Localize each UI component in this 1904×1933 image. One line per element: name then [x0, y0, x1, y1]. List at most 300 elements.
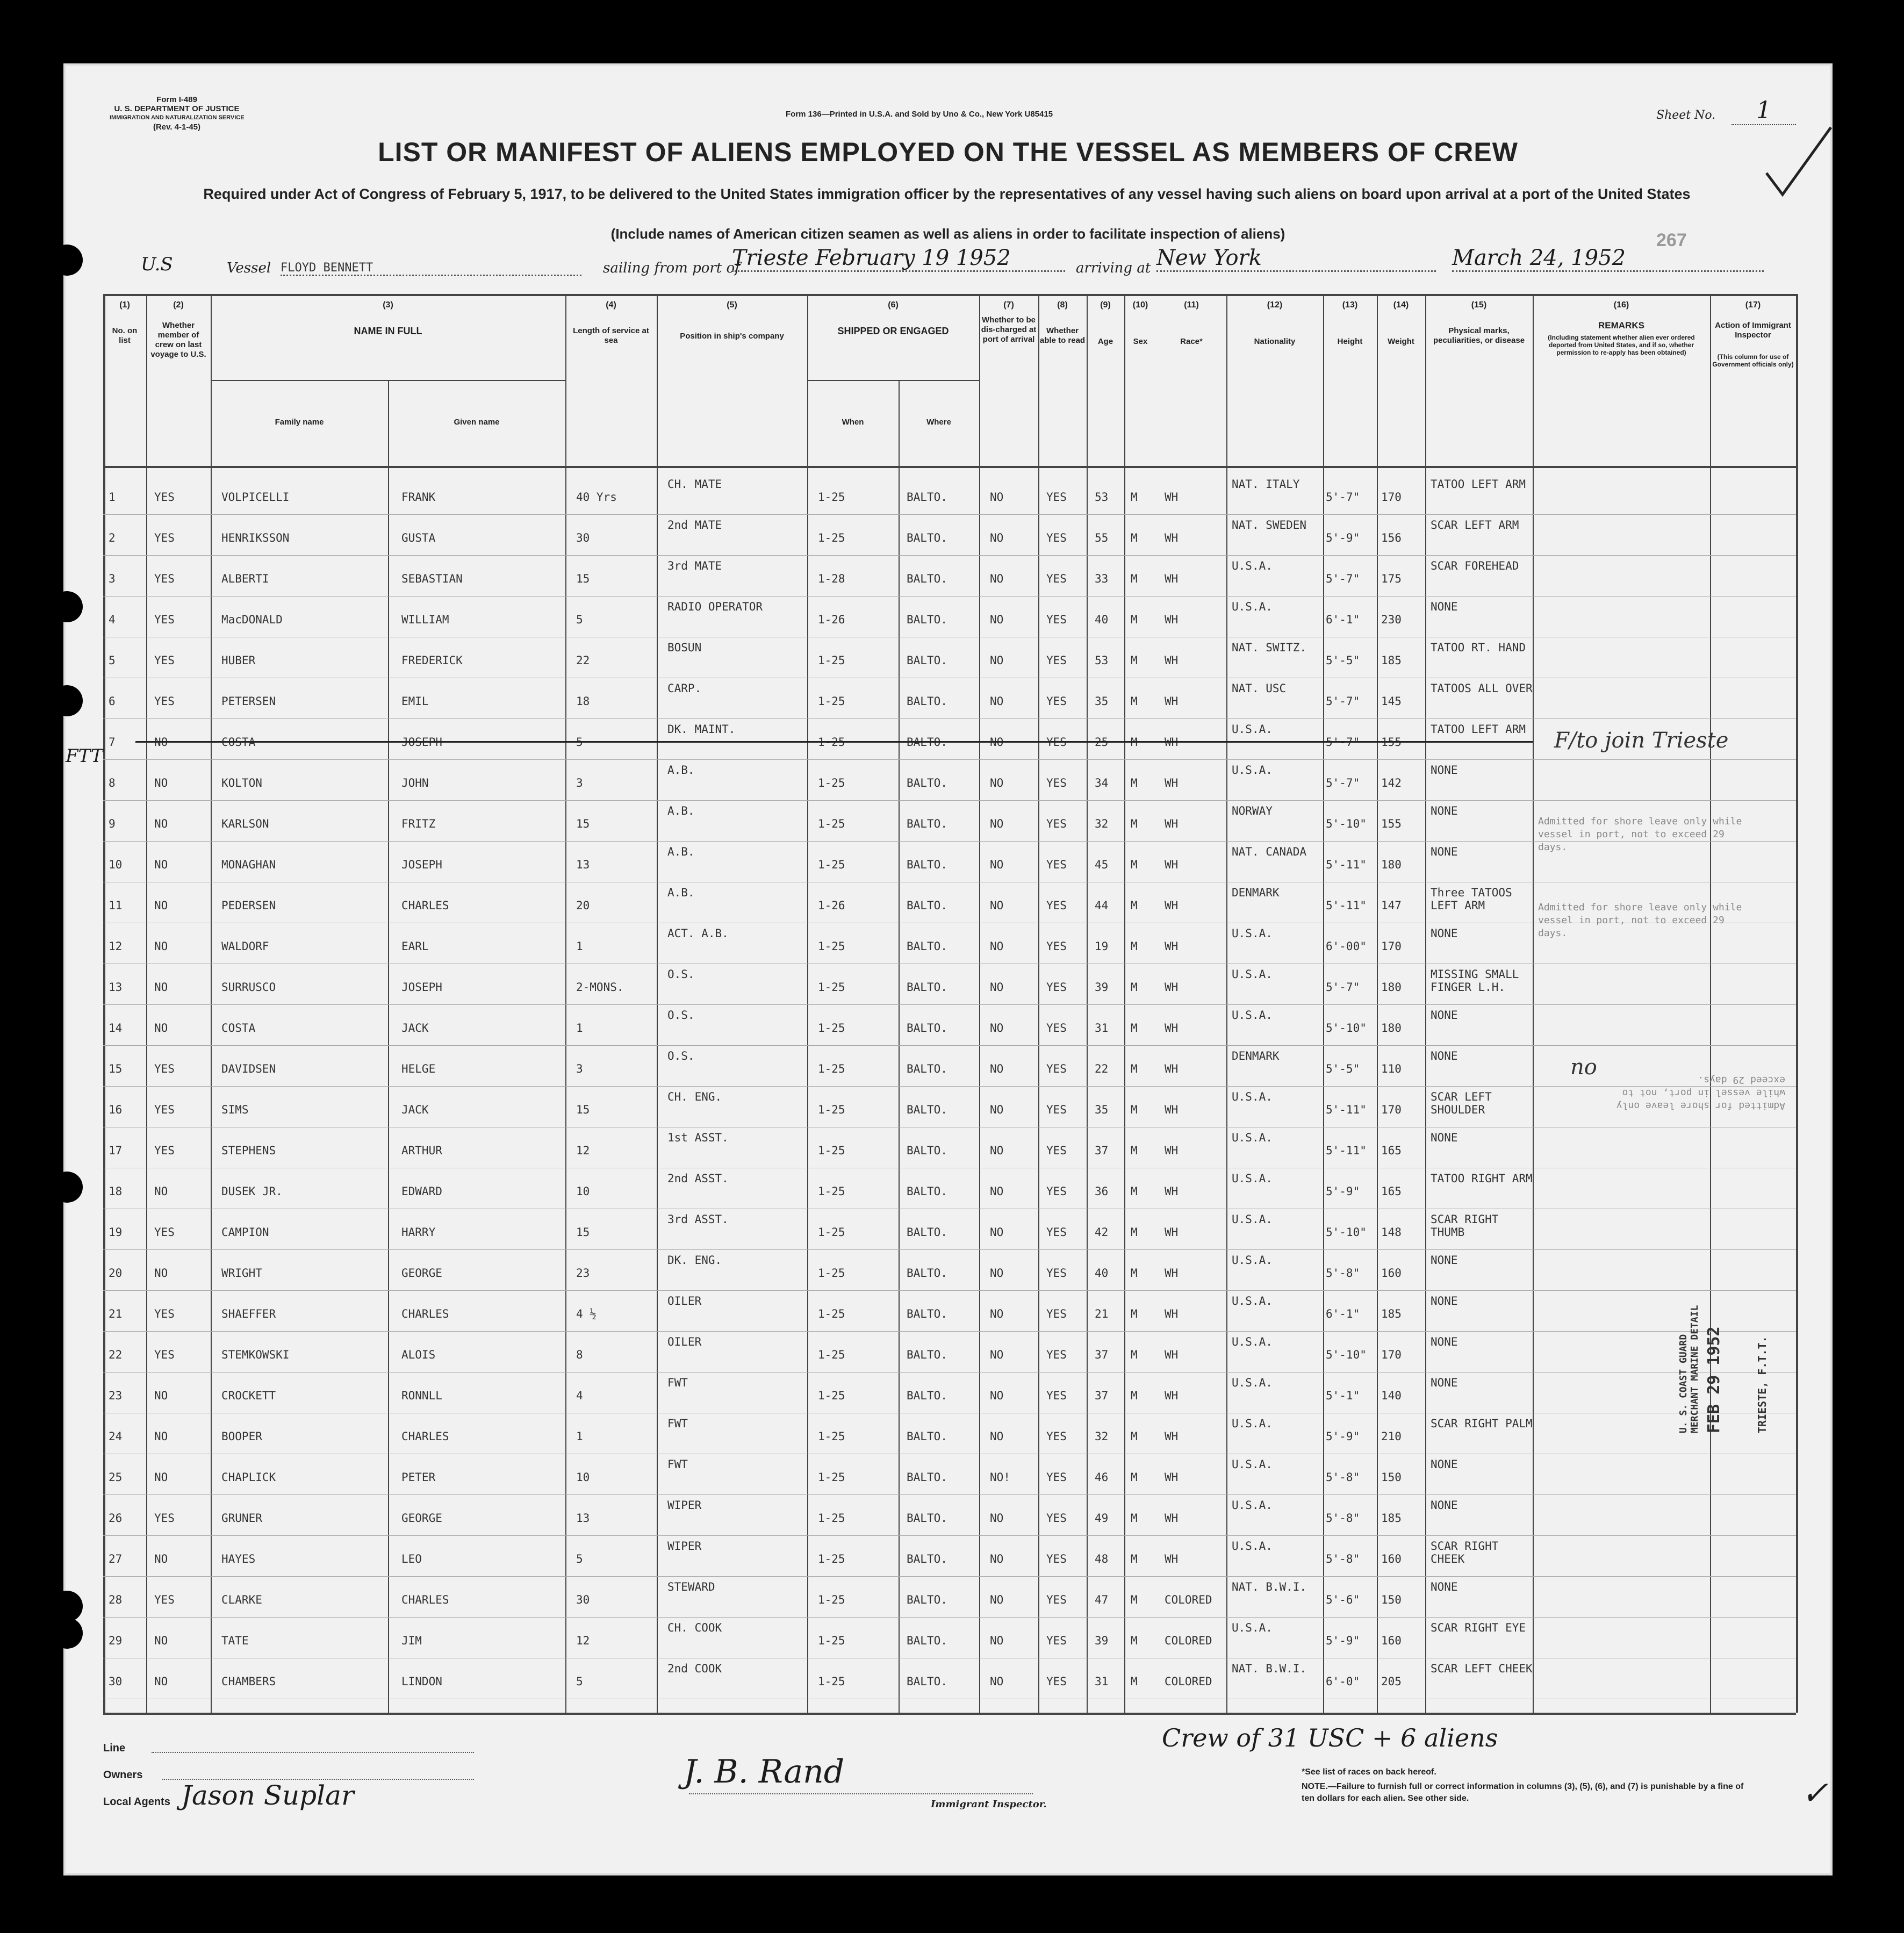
position: OILER — [667, 1335, 702, 1348]
engaged-when: 1-25 — [818, 1593, 845, 1606]
age: 31 — [1095, 1675, 1109, 1688]
race: WH — [1165, 695, 1179, 708]
footer-agents-label: Local Agents — [103, 1796, 170, 1808]
col9-label: Age — [1097, 337, 1113, 346]
row-rule — [103, 1535, 1796, 1536]
length-of-service: 12 — [576, 1634, 590, 1647]
length-of-service: 15 — [576, 1103, 590, 1116]
length-of-service: 8 — [576, 1348, 583, 1361]
given-name: JACK — [401, 1022, 429, 1034]
physical-marks: NONE — [1431, 927, 1458, 940]
discharged: NO — [990, 1348, 1004, 1361]
engaged-where: BALTO. — [907, 736, 947, 749]
length-of-service: 13 — [576, 858, 590, 871]
row-number: 19 — [109, 1226, 123, 1239]
position: 1st ASST. — [667, 1131, 729, 1144]
row-rule — [103, 1249, 1796, 1250]
form-header-block — [110, 95, 244, 132]
family-name: CHAMBERS — [221, 1675, 276, 1688]
able-to-read: YES — [1046, 1348, 1067, 1361]
family-name: GRUNER — [221, 1512, 262, 1525]
able-to-read: YES — [1046, 1675, 1067, 1688]
position: ACT. A.B. — [667, 927, 729, 940]
race: WH — [1165, 1389, 1179, 1402]
discharged: NO — [990, 1185, 1004, 1198]
physical-marks: NONE — [1431, 600, 1458, 613]
col1-num: (1) — [119, 300, 130, 310]
col15-label: Physical marks, peculiarities, or disease — [1433, 326, 1525, 345]
col9-num: (9) — [1100, 300, 1111, 310]
able-to-read: YES — [1046, 1185, 1067, 1198]
given-name: ALOIS — [401, 1348, 436, 1361]
weight: 160 — [1381, 1267, 1402, 1280]
nationality: U.S.A. — [1232, 1213, 1273, 1226]
position: A.B. — [667, 886, 695, 899]
engaged-when: 1-25 — [818, 491, 845, 504]
row-number: 17 — [109, 1144, 123, 1157]
height: 5'-7" — [1326, 777, 1360, 789]
race: WH — [1165, 858, 1179, 871]
nationality: NAT. CANADA — [1232, 845, 1307, 858]
row-number: 9 — [109, 817, 116, 830]
able-to-read: YES — [1046, 736, 1067, 749]
crew-last-voyage: YES — [154, 1226, 175, 1239]
punch-hole — [52, 685, 83, 716]
race: WH — [1165, 1471, 1179, 1484]
sex: M — [1131, 1471, 1138, 1484]
row-number: 7 — [109, 736, 116, 749]
discharged: NO — [990, 1675, 1004, 1688]
length-of-service: 4 ½ — [576, 1307, 597, 1320]
physical-marks: NONE — [1431, 1050, 1458, 1062]
given-name: PETER — [401, 1471, 436, 1484]
family-name: PEDERSEN — [221, 899, 276, 912]
length-of-service: 18 — [576, 695, 590, 708]
engaged-where: BALTO. — [907, 1471, 947, 1484]
sex: M — [1131, 1593, 1138, 1606]
physical-marks: NONE — [1431, 1254, 1458, 1267]
sex: M — [1131, 1267, 1138, 1280]
crew-last-voyage: NO — [154, 1634, 168, 1647]
engaged-when: 1-25 — [818, 736, 845, 749]
nationality: U.S.A. — [1232, 1131, 1273, 1144]
height: 5'-9" — [1326, 531, 1360, 544]
sex: M — [1131, 817, 1138, 830]
arriving-at: New York — [1156, 246, 1436, 272]
weight: 170 — [1381, 1348, 1402, 1361]
row-rule — [103, 1086, 1796, 1087]
crew-last-voyage: YES — [154, 1593, 175, 1606]
family-name: SURRUSCO — [221, 981, 276, 994]
row-number: 3 — [109, 572, 116, 585]
col12-label: Nationality — [1254, 337, 1296, 346]
col12-num: (12) — [1267, 300, 1283, 310]
engaged-when: 1-28 — [818, 572, 845, 585]
able-to-read: YES — [1046, 531, 1067, 544]
given-name: HARRY — [401, 1226, 436, 1239]
inspector-signature: J. B. Rand — [684, 1753, 845, 1791]
sheet-number: 1 — [1731, 97, 1796, 125]
nationality: U.S.A. — [1232, 559, 1273, 572]
engaged-where: BALTO. — [907, 1553, 947, 1565]
position: O.S. — [667, 968, 695, 981]
vessel-name: FLOYD BENNETT — [281, 261, 581, 276]
nationality: U.S.A. — [1232, 1499, 1273, 1512]
able-to-read: YES — [1046, 1430, 1067, 1443]
family-name: COSTA — [221, 1022, 256, 1034]
crew-last-voyage: YES — [154, 531, 175, 544]
crew-last-voyage: YES — [154, 1062, 175, 1075]
height: 6'-1" — [1326, 1307, 1360, 1320]
given-name: LEO — [401, 1553, 422, 1565]
age: 37 — [1095, 1348, 1109, 1361]
row-rule — [103, 1576, 1796, 1577]
nationality: NAT. SWEDEN — [1232, 519, 1307, 531]
sex: M — [1131, 777, 1138, 789]
crew-last-voyage: YES — [154, 1144, 175, 1157]
length-of-service: 3 — [576, 777, 583, 789]
row-rule — [103, 1331, 1796, 1332]
able-to-read: YES — [1046, 1307, 1067, 1320]
family-name: DAVIDSEN — [221, 1062, 276, 1075]
family-name: WALDORF — [221, 940, 269, 953]
family-name: CROCKETT — [221, 1389, 276, 1402]
vessel-flag: U.S — [141, 254, 173, 275]
sex: M — [1131, 736, 1138, 749]
weight: 145 — [1381, 695, 1402, 708]
row-number: 8 — [109, 777, 116, 789]
col16-num: (16) — [1613, 300, 1629, 310]
row-number: 4 — [109, 613, 116, 626]
given-name: WILLIAM — [401, 613, 449, 626]
family-name: KOLTON — [221, 777, 262, 789]
engaged-when: 1-25 — [818, 1471, 845, 1484]
discharged: NO — [990, 899, 1004, 912]
given-name: CHARLES — [401, 1430, 449, 1443]
position: DK. MAINT. — [667, 723, 736, 736]
given-name: JOHN — [401, 777, 429, 789]
crew-last-voyage: NO — [154, 858, 168, 871]
col16-label: REMARKS — [1598, 320, 1644, 330]
col3-given: Given name — [454, 418, 500, 427]
physical-marks: SCAR RIGHT EYE — [1431, 1621, 1526, 1634]
able-to-read: YES — [1046, 1512, 1067, 1525]
physical-marks: SCAR FOREHEAD — [1431, 559, 1519, 572]
race: WH — [1165, 940, 1179, 953]
crew-summary: Crew of 31 USC + 6 aliens — [1162, 1723, 1498, 1752]
able-to-read: YES — [1046, 613, 1067, 626]
given-name: JACK — [401, 1103, 429, 1116]
col11-num: (11) — [1184, 300, 1199, 310]
family-name: STEPHENS — [221, 1144, 276, 1157]
height: 5'-9" — [1326, 1430, 1360, 1443]
row-number: 23 — [109, 1389, 123, 1402]
crew-last-voyage: NO — [154, 777, 168, 789]
engaged-when: 1-25 — [818, 940, 845, 953]
race: WH — [1165, 572, 1179, 585]
able-to-read: YES — [1046, 1062, 1067, 1075]
nationality: NAT. B.W.I. — [1232, 1580, 1307, 1593]
physical-marks: MISSING SMALL FINGER L.H. — [1431, 968, 1519, 994]
age: 35 — [1095, 695, 1109, 708]
position: CH. MATE — [667, 478, 722, 491]
row-number: 29 — [109, 1634, 123, 1647]
race: WH — [1165, 1553, 1179, 1565]
length-of-service: 40 Yrs — [576, 491, 617, 504]
physical-marks: NONE — [1431, 804, 1458, 817]
race: WH — [1165, 1267, 1179, 1280]
race: WH — [1165, 777, 1179, 789]
able-to-read: YES — [1046, 1593, 1067, 1606]
row-number: 28 — [109, 1593, 123, 1606]
engaged-when: 1-25 — [818, 654, 845, 667]
engaged-when: 1-25 — [818, 1675, 845, 1688]
col1-label: No. on list — [112, 326, 138, 345]
height: 5'-8" — [1326, 1553, 1360, 1565]
col6-where: Where — [926, 418, 951, 427]
age: 46 — [1095, 1471, 1109, 1484]
age: 36 — [1095, 1185, 1109, 1198]
weight: 155 — [1381, 817, 1402, 830]
col11-label: Race* — [1180, 337, 1203, 346]
col3-family: Family name — [275, 418, 324, 427]
able-to-read: YES — [1046, 695, 1067, 708]
able-to-read: YES — [1046, 491, 1067, 504]
age: 39 — [1095, 981, 1109, 994]
family-name: MacDONALD — [221, 613, 283, 626]
coast-guard-line2: MERCHANT MARINE DETAIL — [1689, 1305, 1700, 1433]
nationality: U.S.A. — [1232, 927, 1273, 940]
physical-marks: SCAR RIGHT THUMB — [1431, 1213, 1499, 1239]
footer-line-label: Line — [103, 1742, 126, 1754]
discharged: NO — [990, 1226, 1004, 1239]
given-name: LINDON — [401, 1675, 442, 1688]
height: 5'-1" — [1326, 1389, 1360, 1402]
able-to-read: YES — [1046, 981, 1067, 994]
able-to-read: YES — [1046, 1022, 1067, 1034]
position: 2nd COOK — [667, 1662, 722, 1675]
given-name: JOSEPH — [401, 981, 442, 994]
crew-last-voyage: NO — [154, 1553, 168, 1565]
position: WIPER — [667, 1540, 702, 1553]
position: 3rd ASST. — [667, 1213, 729, 1226]
race: WH — [1165, 1430, 1179, 1443]
age: 53 — [1095, 654, 1109, 667]
physical-marks: SCAR LEFT CHEEK — [1431, 1662, 1533, 1675]
age: 40 — [1095, 1267, 1109, 1280]
position: RADIO OPERATOR — [667, 600, 763, 613]
age: 33 — [1095, 572, 1109, 585]
length-of-service: 23 — [576, 1267, 590, 1280]
shore-leave-stamp: Admitted for shore leave only while vessel in port, not to exceed 29 days. — [1616, 1074, 1785, 1111]
age: 32 — [1095, 817, 1109, 830]
crew-last-voyage: NO — [154, 1675, 168, 1688]
discharged: NO — [990, 1593, 1004, 1606]
engaged-when: 1-25 — [818, 1307, 845, 1320]
length-of-service: 1 — [576, 1022, 583, 1034]
page-title: LIST OR MANIFEST OF ALIENS EMPLOYED ON THE VESSEL AS MEMBERS OF CREW — [378, 137, 1518, 167]
crew-last-voyage: NO — [154, 1471, 168, 1484]
length-of-service: 10 — [576, 1185, 590, 1198]
family-name: STEMKOWSKI — [221, 1348, 290, 1361]
position: FWT — [667, 1376, 688, 1389]
weight: 140 — [1381, 1389, 1402, 1402]
nationality: U.S.A. — [1232, 1376, 1273, 1389]
nationality: DENMARK — [1232, 886, 1280, 899]
discharged: NO — [990, 1022, 1004, 1034]
race: WH — [1165, 1144, 1179, 1157]
row-number: 22 — [109, 1348, 123, 1361]
sex: M — [1131, 1675, 1138, 1688]
sex: M — [1131, 1512, 1138, 1525]
crew-last-voyage: NO — [154, 1430, 168, 1443]
able-to-read: YES — [1046, 940, 1067, 953]
col17-sub: (This column for use of Government officials only) — [1712, 353, 1794, 368]
col14-num: (14) — [1393, 300, 1409, 310]
position: OILER — [667, 1295, 702, 1307]
height: 5'-7" — [1326, 736, 1360, 749]
race: WH — [1165, 531, 1179, 544]
discharged: NO — [990, 1307, 1004, 1320]
height: 5'-10" — [1326, 1226, 1367, 1239]
shore-leave-stamp: Admitted for shore leave only while vessel in port, not to exceed 29 days. — [1538, 816, 1742, 853]
remark: no — [1570, 1055, 1597, 1080]
able-to-read: YES — [1046, 1389, 1067, 1402]
row-rule — [103, 1290, 1796, 1291]
age: 37 — [1095, 1389, 1109, 1402]
age: 53 — [1095, 491, 1109, 504]
height: 5'-6" — [1326, 1593, 1360, 1606]
age: 25 — [1095, 736, 1109, 749]
discharged: NO — [990, 1267, 1004, 1280]
sex: M — [1131, 695, 1138, 708]
length-of-service: 12 — [576, 1144, 590, 1157]
nationality: U.S.A. — [1232, 1295, 1273, 1307]
engaged-where: BALTO. — [907, 777, 947, 789]
age: 40 — [1095, 613, 1109, 626]
row-number: 13 — [109, 981, 123, 994]
agents-signature: Jason Suplar — [181, 1780, 354, 1811]
punch-hole — [52, 1591, 83, 1622]
physical-marks: Three TATOOS LEFT ARM — [1431, 886, 1512, 912]
given-name: JOSEPH — [401, 736, 442, 749]
height: 5'-5" — [1326, 654, 1360, 667]
crew-last-voyage: NO — [154, 981, 168, 994]
crew-last-voyage: YES — [154, 1307, 175, 1320]
weight: 175 — [1381, 572, 1402, 585]
weight: 185 — [1381, 654, 1402, 667]
department: U. S. DEPARTMENT OF JUSTICE — [114, 104, 240, 113]
weight: 170 — [1381, 491, 1402, 504]
engaged-where: BALTO. — [907, 1185, 947, 1198]
position: A.B. — [667, 804, 695, 817]
family-name: CHAPLICK — [221, 1471, 276, 1484]
crew-last-voyage: YES — [154, 491, 175, 504]
nationality: U.S.A. — [1232, 1335, 1273, 1348]
engaged-when: 1-25 — [818, 981, 845, 994]
nationality: U.S.A. — [1232, 1458, 1273, 1471]
position: WIPER — [667, 1499, 702, 1512]
nationality: U.S.A. — [1232, 1417, 1273, 1430]
arriving-label: arriving at — [1076, 260, 1151, 276]
engaged-where: BALTO. — [907, 817, 947, 830]
discharged: NO — [990, 1389, 1004, 1402]
engaged-when: 1-25 — [818, 1512, 845, 1525]
row-rule — [103, 555, 1796, 556]
weight: 210 — [1381, 1430, 1402, 1443]
engaged-where: BALTO. — [907, 654, 947, 667]
given-name: CHARLES — [401, 1593, 449, 1606]
col3-label: NAME IN FULL — [354, 326, 422, 336]
given-name: FRITZ — [401, 817, 436, 830]
family-name: WRIGHT — [221, 1267, 262, 1280]
weight: 148 — [1381, 1226, 1402, 1239]
row-number: 30 — [109, 1675, 123, 1688]
age: 47 — [1095, 1593, 1109, 1606]
shore-leave-stamp: Admitted for shore leave only while vessel in port, not to exceed 29 days. — [1538, 902, 1742, 939]
col5-label: Position in ship's company — [680, 332, 784, 341]
weight: 180 — [1381, 981, 1402, 994]
discharged: NO — [990, 654, 1004, 667]
col2-label: Whether member of crew on last voyage to U.S. — [150, 321, 206, 359]
physical-marks: TATOO RIGHT ARM — [1431, 1172, 1533, 1185]
family-name: SIMS — [221, 1103, 249, 1116]
engaged-when: 1-25 — [818, 1022, 845, 1034]
length-of-service: 5 — [576, 1553, 583, 1565]
sex: M — [1131, 491, 1138, 504]
engaged-where: BALTO. — [907, 1267, 947, 1280]
given-name: JIM — [401, 1634, 422, 1647]
sex: M — [1131, 940, 1138, 953]
inspector-label: Immigrant Inspector. — [931, 1799, 1047, 1810]
race: WH — [1165, 1512, 1179, 1525]
physical-marks: TATOO LEFT ARM — [1431, 478, 1526, 491]
col13-num: (13) — [1342, 300, 1358, 310]
position: STEWARD — [667, 1580, 715, 1593]
position: FWT — [667, 1417, 688, 1430]
length-of-service: 10 — [576, 1471, 590, 1484]
position: A.B. — [667, 764, 695, 777]
position: 2nd MATE — [667, 519, 722, 531]
position: BOSUN — [667, 641, 702, 654]
physical-marks: TATOO LEFT ARM — [1431, 723, 1526, 736]
crew-last-voyage: NO — [154, 1022, 168, 1034]
race: WH — [1165, 1022, 1179, 1034]
footer-note: NOTE.—Failure to furnish full or correct information in columns (3), (5), (6), and (7) is punishable by a fine of ten dollars for each alien. See other side. — [1302, 1782, 1744, 1803]
engaged-where: BALTO. — [907, 613, 947, 626]
col10-num: (10) — [1132, 300, 1148, 310]
able-to-read: YES — [1046, 899, 1067, 912]
physical-marks: NONE — [1431, 1295, 1458, 1307]
length-of-service: 3 — [576, 1062, 583, 1075]
nationality: U.S.A. — [1232, 968, 1273, 981]
row-number: 6 — [109, 695, 116, 708]
engaged-when: 1-25 — [818, 1267, 845, 1280]
length-of-service: 4 — [576, 1389, 583, 1402]
family-name: KARLSON — [221, 817, 269, 830]
row-number: 14 — [109, 1022, 123, 1034]
vessel-label: Vessel — [227, 260, 271, 276]
length-of-service: 1 — [576, 1430, 583, 1443]
family-name: PETERSEN — [221, 695, 276, 708]
able-to-read: YES — [1046, 817, 1067, 830]
row-rule — [103, 759, 1796, 760]
physical-marks: TATOO RT. HAND — [1431, 641, 1526, 654]
race: COLORED — [1165, 1634, 1212, 1647]
length-of-service: 15 — [576, 572, 590, 585]
age: 49 — [1095, 1512, 1109, 1525]
sex: M — [1131, 654, 1138, 667]
